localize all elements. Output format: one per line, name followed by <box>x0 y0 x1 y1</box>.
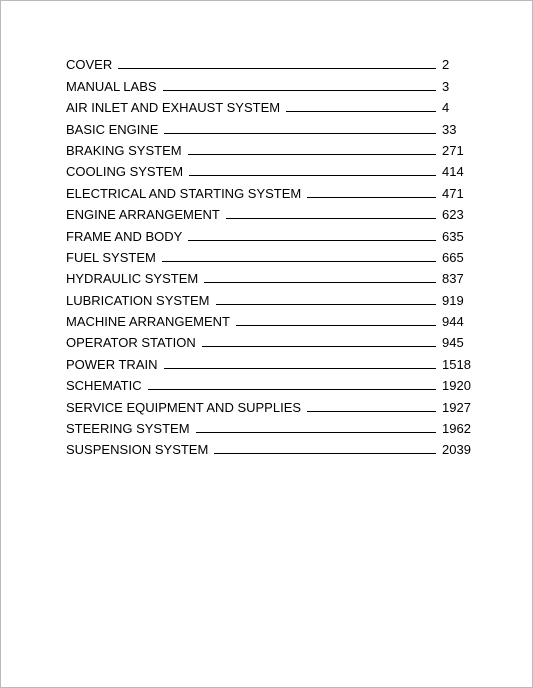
toc-entry-title: COVER <box>66 57 113 73</box>
toc-entry-basic-engine[interactable] <box>66 117 478 138</box>
toc-entry-title: BRAKING SYSTEM <box>66 142 182 158</box>
toc-entry-manual-labs[interactable] <box>66 74 478 95</box>
toc-leader-line <box>307 411 436 412</box>
toc-entry-page: 271 <box>442 142 464 158</box>
toc-entry-cooling-system[interactable] <box>66 160 478 181</box>
toc-entry-title: LUBRICATION SYSTEM <box>66 292 210 308</box>
toc-entry-cover[interactable] <box>66 53 478 74</box>
toc-entry-page: 623 <box>442 207 464 223</box>
table-of-contents <box>66 53 478 459</box>
toc-entry-title: ENGINE ARRANGEMENT <box>66 207 220 223</box>
toc-entry-page: 414 <box>442 164 464 180</box>
toc-entry-engine-arrangement[interactable] <box>66 203 478 224</box>
toc-entry-electrical-and-starting-system[interactable] <box>66 181 478 202</box>
toc-entry-operator-station[interactable] <box>66 331 478 352</box>
toc-leader-line <box>196 432 436 433</box>
toc-leader-line <box>164 133 436 134</box>
toc-entry-title: SCHEMATIC <box>66 378 142 394</box>
toc-entry-fuel-system[interactable] <box>66 246 478 267</box>
toc-entry-page: 1518 <box>442 356 471 372</box>
toc-entry-title: FUEL SYSTEM <box>66 249 156 265</box>
toc-entry-page: 945 <box>442 335 464 351</box>
toc-leader-line <box>118 68 436 69</box>
toc-leader-line <box>164 368 437 369</box>
toc-entry-page: 2039 <box>442 442 471 458</box>
toc-entry-steering-system[interactable] <box>66 417 478 438</box>
toc-entry-title: HYDRAULIC SYSTEM <box>66 271 199 287</box>
toc-entry-page: 2 <box>442 57 450 73</box>
toc-entry-page: 4 <box>442 100 450 116</box>
toc-entry-page: 471 <box>442 185 464 201</box>
toc-entry-title: COOLING SYSTEM <box>66 164 184 180</box>
toc-leader-line <box>163 90 436 91</box>
toc-entry-page: 3 <box>442 78 450 94</box>
toc-entry-title: STEERING SYSTEM <box>66 421 190 437</box>
toc-leader-line <box>286 111 436 112</box>
toc-leader-line <box>188 240 436 241</box>
toc-leader-line <box>236 325 436 326</box>
toc-entry-title: SERVICE EQUIPMENT AND SUPPLIES <box>66 399 302 415</box>
toc-entry-title: OPERATOR STATION <box>66 335 196 351</box>
toc-entry-title: SUSPENSION SYSTEM <box>66 442 209 458</box>
toc-leader-line <box>162 261 436 262</box>
toc-entry-service-equipment-and-supplies[interactable] <box>66 395 478 416</box>
toc-entry-title: BASIC ENGINE <box>66 121 159 137</box>
toc-entry-title: POWER TRAIN <box>66 356 158 372</box>
toc-entry-hydraulic-system[interactable] <box>66 267 478 288</box>
toc-entry-title: AIR INLET AND EXHAUST SYSTEM <box>66 100 281 116</box>
toc-leader-line <box>202 346 436 347</box>
toc-entry-page: 944 <box>442 314 464 330</box>
toc-entry-machine-arrangement[interactable] <box>66 310 478 331</box>
toc-entry-page: 1962 <box>442 421 471 437</box>
toc-entry-title: FRAME AND BODY <box>66 228 183 244</box>
toc-entry-title: ELECTRICAL AND STARTING SYSTEM <box>66 185 302 201</box>
toc-entry-air-inlet-and-exhaust-system[interactable] <box>66 96 478 117</box>
toc-entry-page: 1920 <box>442 378 471 394</box>
toc-entry-braking-system[interactable] <box>66 139 478 160</box>
toc-entry-suspension-system[interactable] <box>66 438 478 459</box>
toc-entry-schematic[interactable] <box>66 374 478 395</box>
toc-entry-page: 1927 <box>442 399 471 415</box>
toc-entry-title: MANUAL LABS <box>66 78 157 94</box>
toc-entry-power-train[interactable] <box>66 352 478 373</box>
toc-leader-line <box>214 453 436 454</box>
toc-entry-frame-and-body[interactable] <box>66 224 478 245</box>
toc-entry-page: 919 <box>442 292 464 308</box>
toc-leader-line <box>307 197 436 198</box>
toc-entry-title: MACHINE ARRANGEMENT <box>66 314 230 330</box>
toc-leader-line <box>216 304 436 305</box>
toc-entry-page: 33 <box>442 121 457 137</box>
toc-entry-lubrication-system[interactable] <box>66 288 478 309</box>
toc-leader-line <box>226 218 436 219</box>
toc-entry-page: 837 <box>442 271 464 287</box>
toc-entry-page: 635 <box>442 228 464 244</box>
toc-leader-line <box>188 154 436 155</box>
toc-leader-line <box>148 389 436 390</box>
toc-leader-line <box>204 282 436 283</box>
toc-leader-line <box>189 175 436 176</box>
toc-entry-page: 665 <box>442 249 464 265</box>
